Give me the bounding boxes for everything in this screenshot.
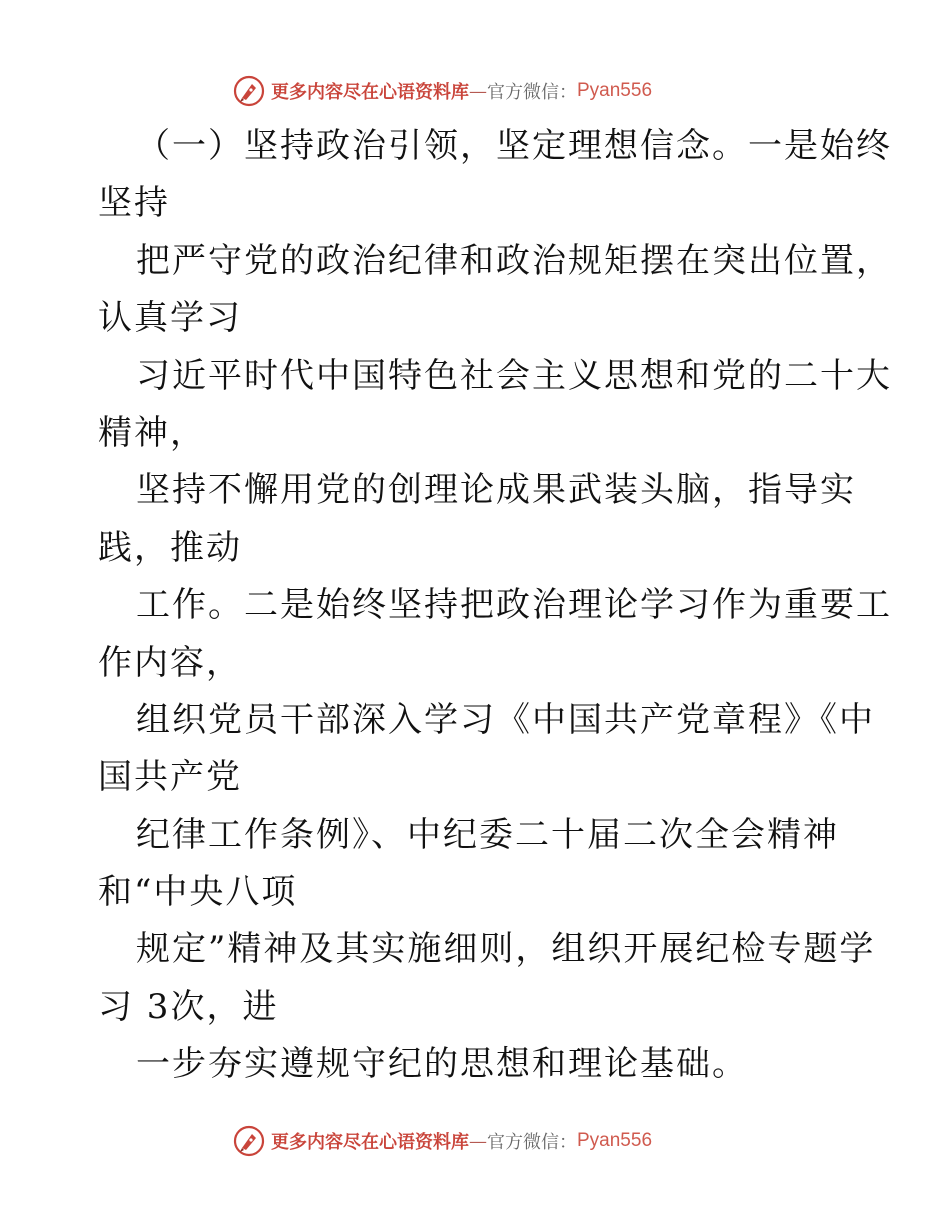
footer-watermark-banner <box>233 1124 652 1158</box>
pen-nib-logo-icon <box>233 1125 265 1157</box>
header-banner-wechat-label: 官方微信： <box>487 82 577 103</box>
text-line: 习 3次，进 <box>98 986 279 1027</box>
text-line: 国共产党 <box>98 757 242 798</box>
text-line: 工作。二是始终坚持把政治理论学习作为重要工 <box>136 585 892 626</box>
text-line: 把严守党的政治纪律和政治规矩摆在突出位置， <box>136 240 892 281</box>
header-banner-title: 更多内容尽在心语资料库 <box>271 82 469 103</box>
footer-banner-dash: — <box>469 1130 487 1152</box>
text-line: 一步夯实遵规守纪的思想和理论基础。 <box>136 1044 748 1085</box>
text-line: （一）坚持政治引领，坚定理想信念。一是始终 <box>136 126 892 166</box>
document-body <box>98 118 892 1094</box>
header-banner-dash: — <box>469 80 487 102</box>
pen-nib-logo-icon <box>233 75 265 107</box>
text-line: 习近平时代中国特色社会主义思想和党的二十大 <box>136 355 892 396</box>
text-line: 坚持 <box>98 183 170 224</box>
text-line: 规定”精神及其实施细则，组织开展纪检专题学 <box>136 929 876 970</box>
text-line: 组织党员干部深入学习《中国共产党章程》《中 <box>136 699 875 740</box>
text-line: 认真学习 <box>98 298 242 339</box>
text-line: 和“中央八项 <box>98 872 298 913</box>
header-banner-wechat-id: Pyan556 <box>577 80 653 101</box>
footer-banner-wechat-label: 官方微信： <box>487 1132 577 1153</box>
text-line: 坚持不懈用党的创理论成果武装头脑，指导实 <box>136 470 856 511</box>
header-watermark-banner <box>233 74 652 108</box>
text-line: 践，推动 <box>98 527 242 568</box>
footer-banner-wechat-id: Pyan556 <box>577 1130 653 1151</box>
text-line: 作内容， <box>98 642 242 683</box>
footer-banner-title: 更多内容尽在心语资料库 <box>271 1132 469 1153</box>
text-line: 精神， <box>98 412 206 453</box>
text-line: 纪律工作条例》、中纪委二十届二次全会精神 <box>136 814 839 855</box>
